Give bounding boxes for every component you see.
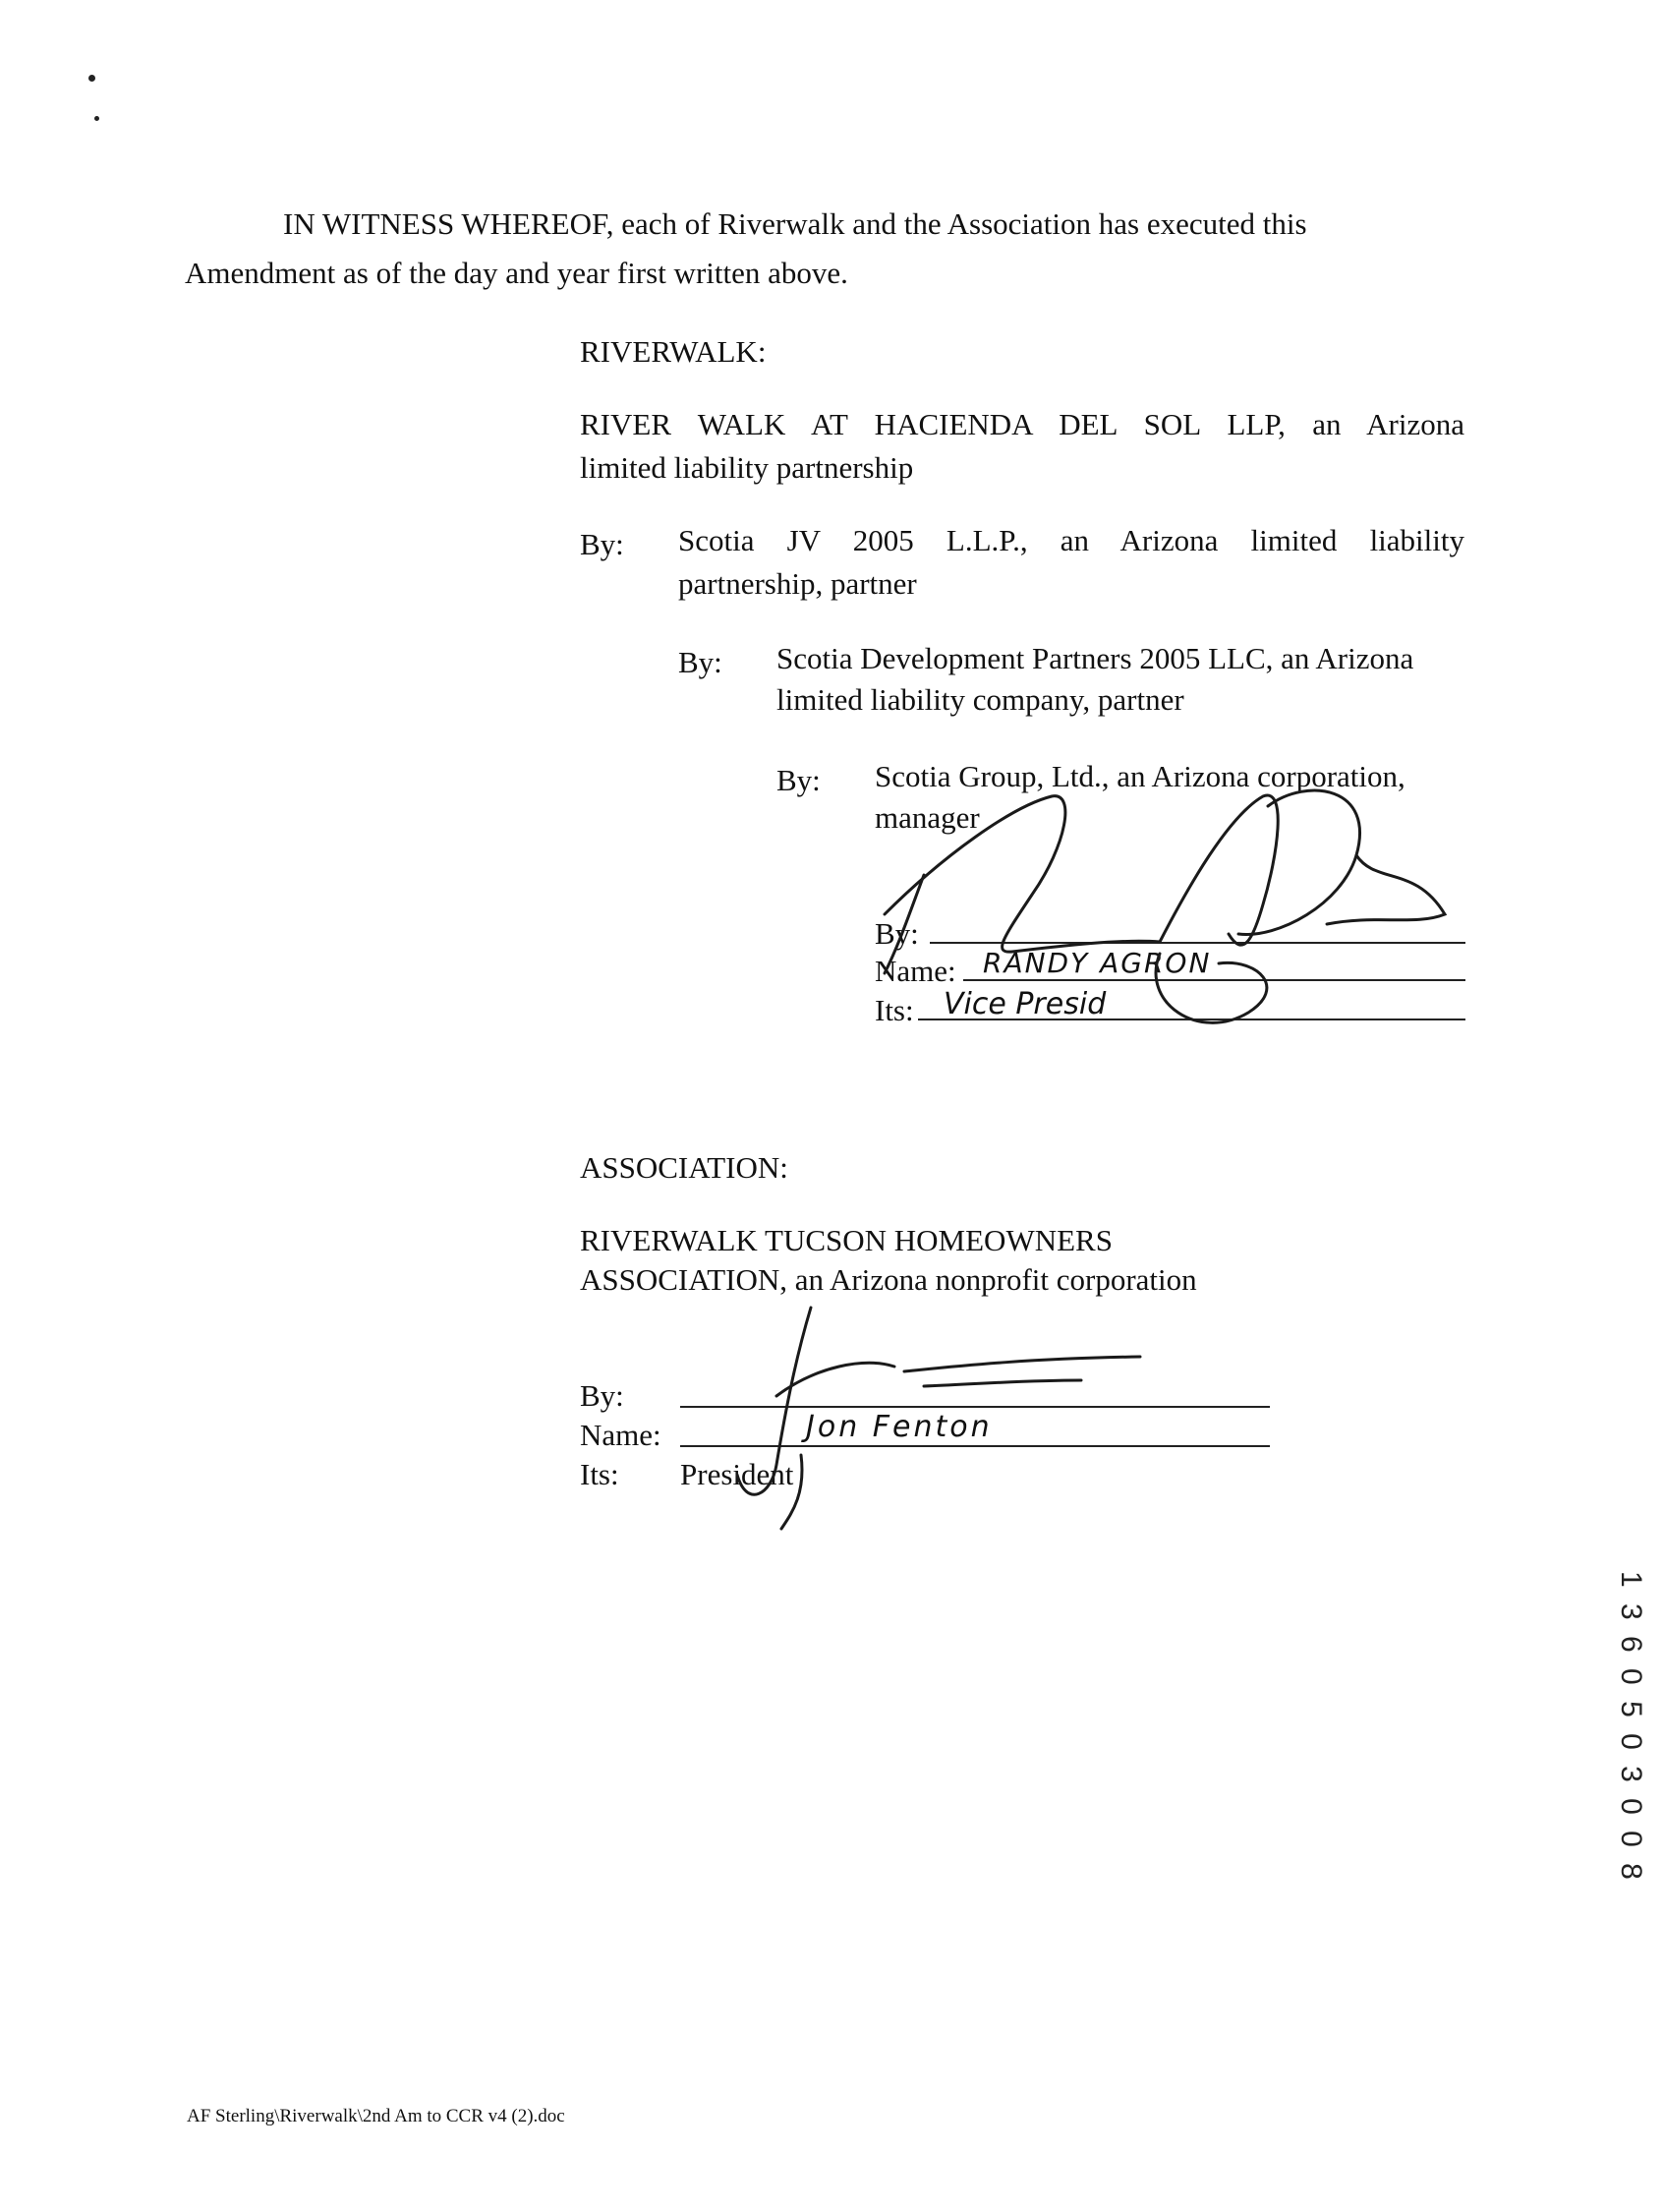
by-label-level-2: By:: [678, 645, 722, 679]
riverwalk-signer-title: Vice Presid: [944, 987, 1107, 1021]
level-3-line-2: manager: [875, 800, 980, 835]
by-label-level-3: By:: [776, 763, 821, 797]
side-document-number: 1 3 6 0 5 0 3 0 0 8: [1615, 1571, 1647, 1884]
association-name-label: Name:: [580, 1418, 661, 1452]
witness-line-2: Amendment as of the day and year first written above.: [185, 256, 848, 290]
by-label-level-1: By:: [580, 527, 624, 561]
association-signer-title: President: [680, 1457, 794, 1491]
level-2-line-1: Scotia Development Partners 2005 LLC, an Arizona: [776, 641, 1414, 675]
association-entity-line-2: ASSOCIATION, an Arizona nonprofit corporation: [580, 1262, 1197, 1297]
footer-file-path: AF Sterling\Riverwalk\2nd Am to CCR v4 (2).doc: [187, 2106, 565, 2126]
association-signer-name: Jon Fenton: [806, 1410, 993, 1444]
riverwalk-its-label: Its:: [875, 993, 914, 1027]
riverwalk-heading: RIVERWALK:: [580, 334, 767, 369]
level-1-line-1: Scotia JV 2005 L.L.P., an Arizona limited liability: [678, 523, 1464, 557]
association-by-label: By:: [580, 1378, 624, 1413]
riverwalk-name-label: Name:: [875, 954, 956, 988]
level-2-line-2: limited liability company, partner: [776, 682, 1184, 717]
scan-speck: [94, 116, 99, 121]
association-its-label: Its:: [580, 1457, 619, 1491]
riverwalk-entity-line-1: RIVER WALK AT HACIENDA DEL SOL LLP, an Arizona: [580, 407, 1464, 441]
riverwalk-signer-name: RANDY AGRON: [983, 947, 1212, 979]
witness-line-1: IN WITNESS WHEREOF, each of Riverwalk and the Association has executed this: [283, 206, 1307, 241]
scan-speck: [88, 75, 95, 82]
riverwalk-entity-line-2: limited liability partnership: [580, 450, 914, 485]
level-1-line-2: partnership, partner: [678, 566, 917, 601]
association-heading: ASSOCIATION:: [580, 1150, 788, 1185]
association-entity-line-1: RIVERWALK TUCSON HOMEOWNERS: [580, 1223, 1113, 1257]
level-3-line-1: Scotia Group, Ltd., an Arizona corporation,: [875, 759, 1405, 793]
riverwalk-by-label: By:: [875, 916, 919, 951]
